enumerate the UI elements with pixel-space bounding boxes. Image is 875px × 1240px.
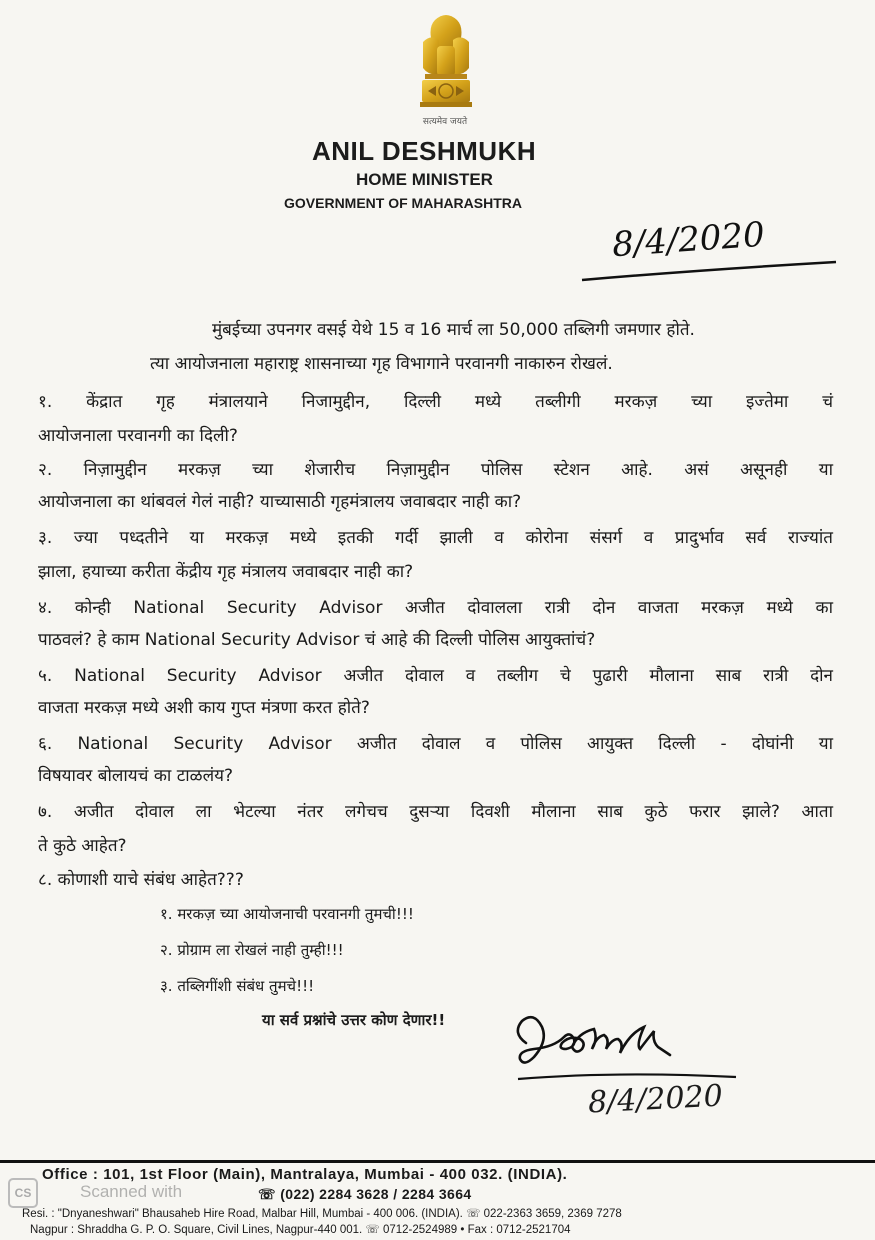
footer-residence: Resi. : "Dnyaneshwari" Bhausaheb Hire Road, Malbar Hill, Mumbai - 400 006. (INDIA). ☏ 022-2363 3659, 2369 7278 bbox=[22, 1208, 622, 1220]
footer-office-phone: ☏ (022) 2284 3628 / 2284 3664 bbox=[258, 1186, 472, 1202]
signature-date: 8/4/2020 bbox=[587, 1078, 724, 1121]
question-5-line-2: वाजता मरकज़ मध्ये अशी काय गुप्त मंत्रणा करत होते? bbox=[38, 698, 370, 718]
scanner-watermark: Scanned with bbox=[80, 1182, 183, 1201]
footer-divider bbox=[0, 1160, 875, 1163]
government-name: GOVERNMENT OF MAHARASHTRA bbox=[284, 195, 522, 211]
minister-name: ANIL DESHMUKH bbox=[312, 136, 537, 166]
minister-title: HOME MINISTER bbox=[356, 170, 493, 189]
footer-nagpur: Nagpur : Shraddha G. P. O. Square, Civil Lines, Nagpur-440 001. ☏ 0712-2524989 • Fax : 0712-2521704 bbox=[30, 1224, 571, 1236]
question-5-line-1: ५. National Security Advisor अजीत दोवाल व तब्लीग चे पुढारी मौलाना साब रात्री दोन bbox=[38, 666, 833, 686]
emblem-motto: सत्यमेव जयते bbox=[422, 117, 468, 127]
question-8: ८. कोणाशी याचे संबंध आहेत??? bbox=[38, 870, 244, 890]
footer-office: Office : 101, 1st Floor (Main), Mantralaya, Mumbai - 400 032. (INDIA). bbox=[42, 1166, 568, 1183]
question-7-line-1: ७. अजीत दोवाल ला भेटल्या नंतर लगेचच दुसऱ्या दिवशी मौलाना साब कुठे फरार झाले? आता bbox=[38, 802, 833, 822]
subitem-2: २. प्रोग्राम ला रोखलं नाही तुम्ही!!! bbox=[160, 941, 344, 959]
date-underline-stroke bbox=[578, 258, 840, 286]
closing-question: या सर्व प्रश्नांचे उत्तर कोण देणार!! bbox=[262, 1011, 446, 1029]
handwritten-signature bbox=[508, 1005, 738, 1085]
camscanner-logo-icon: CS bbox=[8, 1178, 38, 1208]
question-3-line-2: झाला, हयाच्या करीता केंद्रीय गृह मंत्रालय जवाबदार नाही का? bbox=[38, 562, 414, 582]
question-4-line-2: पाठवलं? हे काम National Security Advisor चं आहे की दिल्ली पोलिस आयुक्तांचं? bbox=[38, 630, 596, 650]
question-6-line-2: विषयावर बोलायचं का टाळलंय? bbox=[38, 766, 234, 786]
question-4-line-1: ४. कोन्ही National Security Advisor अजीत दोवालला रात्री दोन वाजता मरकज़ मध्ये का bbox=[38, 598, 833, 618]
question-2-line-2: आयोजनाला का थांबवलं गेलं नाही? याच्यासाठी गृहमंत्रालय जवाबदार नाही का? bbox=[38, 492, 522, 512]
question-1-line-2: आयोजनाला परवानगी का दिली? bbox=[38, 426, 238, 446]
subitem-3: ३. तब्लिगींशी संबंध तुमचे!!! bbox=[160, 977, 315, 995]
question-3-line-1: ३. ज्या पध्दतीने या मरकज़ मध्ये इतकी गर्दी झाली व कोरोना संसर्ग व प्रादुर्भाव सर्व राज्यांत bbox=[38, 528, 833, 548]
intro-line-2: त्या आयोजनाला महाराष्ट्र शासनाच्या गृह विभागाने परवानगी नाकारुन रोखलं. bbox=[150, 354, 613, 374]
question-2-line-1: २. निज़ामुद्दीन मरकज़ च्या शेजारीच निज़ामुद्दीन पोलिस स्टेशन आहे. असं असूनही या bbox=[38, 460, 833, 480]
question-1-line-1: १. केंद्रात गृह मंत्रालयाने निजामुद्दीन, दिल्ली मध्ये तब्लीगी मरकज़ च्या इज्तेमा चं bbox=[38, 392, 833, 412]
question-6-line-1: ६. National Security Advisor अजीत दोवाल व पोलिस आयुक्त दिल्ली - दोघांनी या bbox=[38, 734, 833, 754]
state-emblem-icon bbox=[415, 12, 477, 124]
intro-line-1: मुंबईच्या उपनगर वसई येथे 15 व 16 मार्च ला 50,000 तब्लिगी जमणार होते. bbox=[212, 320, 695, 340]
handwritten-date: 8/4/2020 bbox=[610, 214, 766, 266]
question-7-line-2: ते कुठे आहेत? bbox=[38, 836, 127, 856]
subitem-1: १. मरकज़ च्या आयोजनाची परवानगी तुमची!!! bbox=[160, 905, 414, 923]
